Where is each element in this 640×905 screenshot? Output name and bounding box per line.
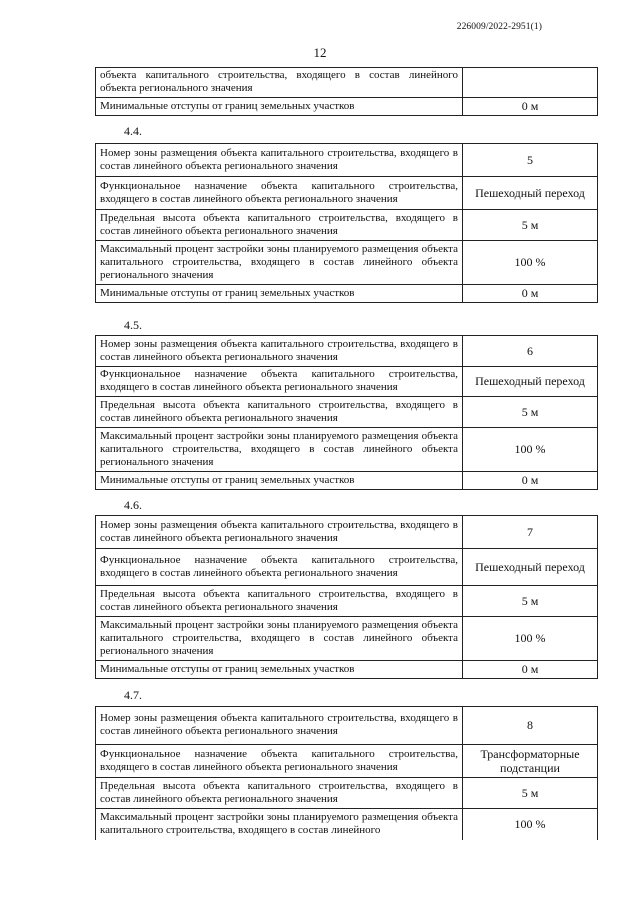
row-value: Пешеходный переход — [463, 177, 598, 210]
table-row — [96, 336, 598, 367]
table-row — [96, 549, 598, 586]
row-label: Максимальный процент застройки зоны планируемого размещения объекта капитального строительства, входящего в состав линейного объекта регионального значения — [96, 617, 463, 661]
table-row — [96, 617, 598, 661]
row-value: 0 м — [463, 285, 598, 303]
row-label: Предельная высота объекта капитального строительства, входящего в состав линейного объекта регионального значения — [96, 210, 463, 241]
page-number: 12 — [313, 45, 327, 60]
section-table-4-5 — [95, 335, 598, 490]
row-value: Трансформаторные подстанции — [463, 745, 598, 778]
table-row — [96, 428, 598, 472]
table-row — [96, 707, 598, 745]
table-row — [96, 68, 598, 98]
document-number: 226009/2022-2951(1) — [456, 22, 542, 32]
row-label: Минимальные отступы от границ земельных участков — [96, 661, 463, 679]
section-title-4-6: 4.6. — [124, 498, 142, 512]
row-label: Функциональное назначение объекта капитального строительства, входящего в состав линейного объекта регионального значения — [96, 549, 463, 586]
row-value: 5 м — [463, 586, 598, 617]
row-label: Предельная высота объекта капитального строительства, входящего в состав линейного объекта регионального значения — [96, 397, 463, 428]
row-label: Минимальные отступы от границ земельных участков — [96, 285, 463, 303]
table-row — [96, 516, 598, 549]
row-value — [463, 68, 598, 98]
table-row — [96, 809, 598, 840]
table-row — [96, 285, 598, 303]
row-label: Максимальный процент застройки зоны планируемого размещения объекта капитального строительства, входящего в состав линейного — [96, 809, 463, 840]
row-label: Предельная высота объекта капитального строительства, входящего в состав линейного объекта регионального значения — [96, 778, 463, 809]
table-row — [96, 98, 598, 116]
table-row — [96, 210, 598, 241]
row-label: Функциональное назначение объекта капитального строительства, входящего в состав линейного объекта регионального значения — [96, 367, 463, 397]
row-value: 6 — [463, 336, 598, 367]
row-label: Номер зоны размещения объекта капитального строительства, входящего в состав линейного объекта регионального значения — [96, 336, 463, 367]
section-table-4-7 — [95, 706, 598, 840]
table-row — [96, 397, 598, 428]
row-value: Пешеходный переход — [463, 549, 598, 586]
table-row — [96, 472, 598, 490]
row-value: 5 м — [463, 210, 598, 241]
table-row — [96, 144, 598, 177]
section-table-4-6 — [95, 515, 598, 679]
row-label: Минимальные отступы от границ земельных участков — [96, 98, 463, 116]
table-row — [96, 241, 598, 285]
row-label: Минимальные отступы от границ земельных участков — [96, 472, 463, 490]
table-row — [96, 367, 598, 397]
row-label: Номер зоны размещения объекта капитального строительства, входящего в состав линейного объекта регионального значения — [96, 707, 463, 745]
row-value: 5 м — [463, 778, 598, 809]
section-table-4-4 — [95, 143, 598, 303]
table-row — [96, 745, 598, 778]
row-value: 7 — [463, 516, 598, 549]
row-value: 0 м — [463, 98, 598, 116]
row-label: Функциональное назначение объекта капитального строительства, входящего в состав линейного объекта регионального значения — [96, 745, 463, 778]
row-value: 8 — [463, 707, 598, 745]
row-label: объекта капитального строительства, входящего в состав линейного объекта регионального значения — [96, 68, 463, 98]
row-label: Номер зоны размещения объекта капитального строительства, входящего в состав линейного объекта регионального значения — [96, 144, 463, 177]
row-value: 5 — [463, 144, 598, 177]
row-value: 100 % — [463, 617, 598, 661]
row-value: 5 м — [463, 397, 598, 428]
continued-table — [95, 67, 598, 116]
row-label: Функциональное назначение объекта капитального строительства, входящего в состав линейного объекта регионального значения — [96, 177, 463, 210]
row-value: 0 м — [463, 661, 598, 679]
section-title-4-4: 4.4. — [124, 124, 142, 138]
row-value: Пешеходный переход — [463, 367, 598, 397]
section-title-4-7: 4.7. — [124, 688, 142, 702]
row-value: 100 % — [463, 809, 598, 840]
row-value: 100 % — [463, 241, 598, 285]
row-value: 0 м — [463, 472, 598, 490]
table-row — [96, 661, 598, 679]
row-label: Номер зоны размещения объекта капитального строительства, входящего в состав линейного объекта регионального значения — [96, 516, 463, 549]
row-value: 100 % — [463, 428, 598, 472]
row-label: Предельная высота объекта капитального строительства, входящего в состав линейного объекта регионального значения — [96, 586, 463, 617]
section-title-4-5: 4.5. — [124, 318, 142, 332]
table-row — [96, 586, 598, 617]
table-row — [96, 778, 598, 809]
row-label: Максимальный процент застройки зоны планируемого размещения объекта капитального строительства, входящего в состав линейного объекта регионального значения — [96, 428, 463, 472]
table-row — [96, 177, 598, 210]
row-label: Максимальный процент застройки зоны планируемого размещения объекта капитального строительства, входящего в состав линейного объекта регионального значения — [96, 241, 463, 285]
